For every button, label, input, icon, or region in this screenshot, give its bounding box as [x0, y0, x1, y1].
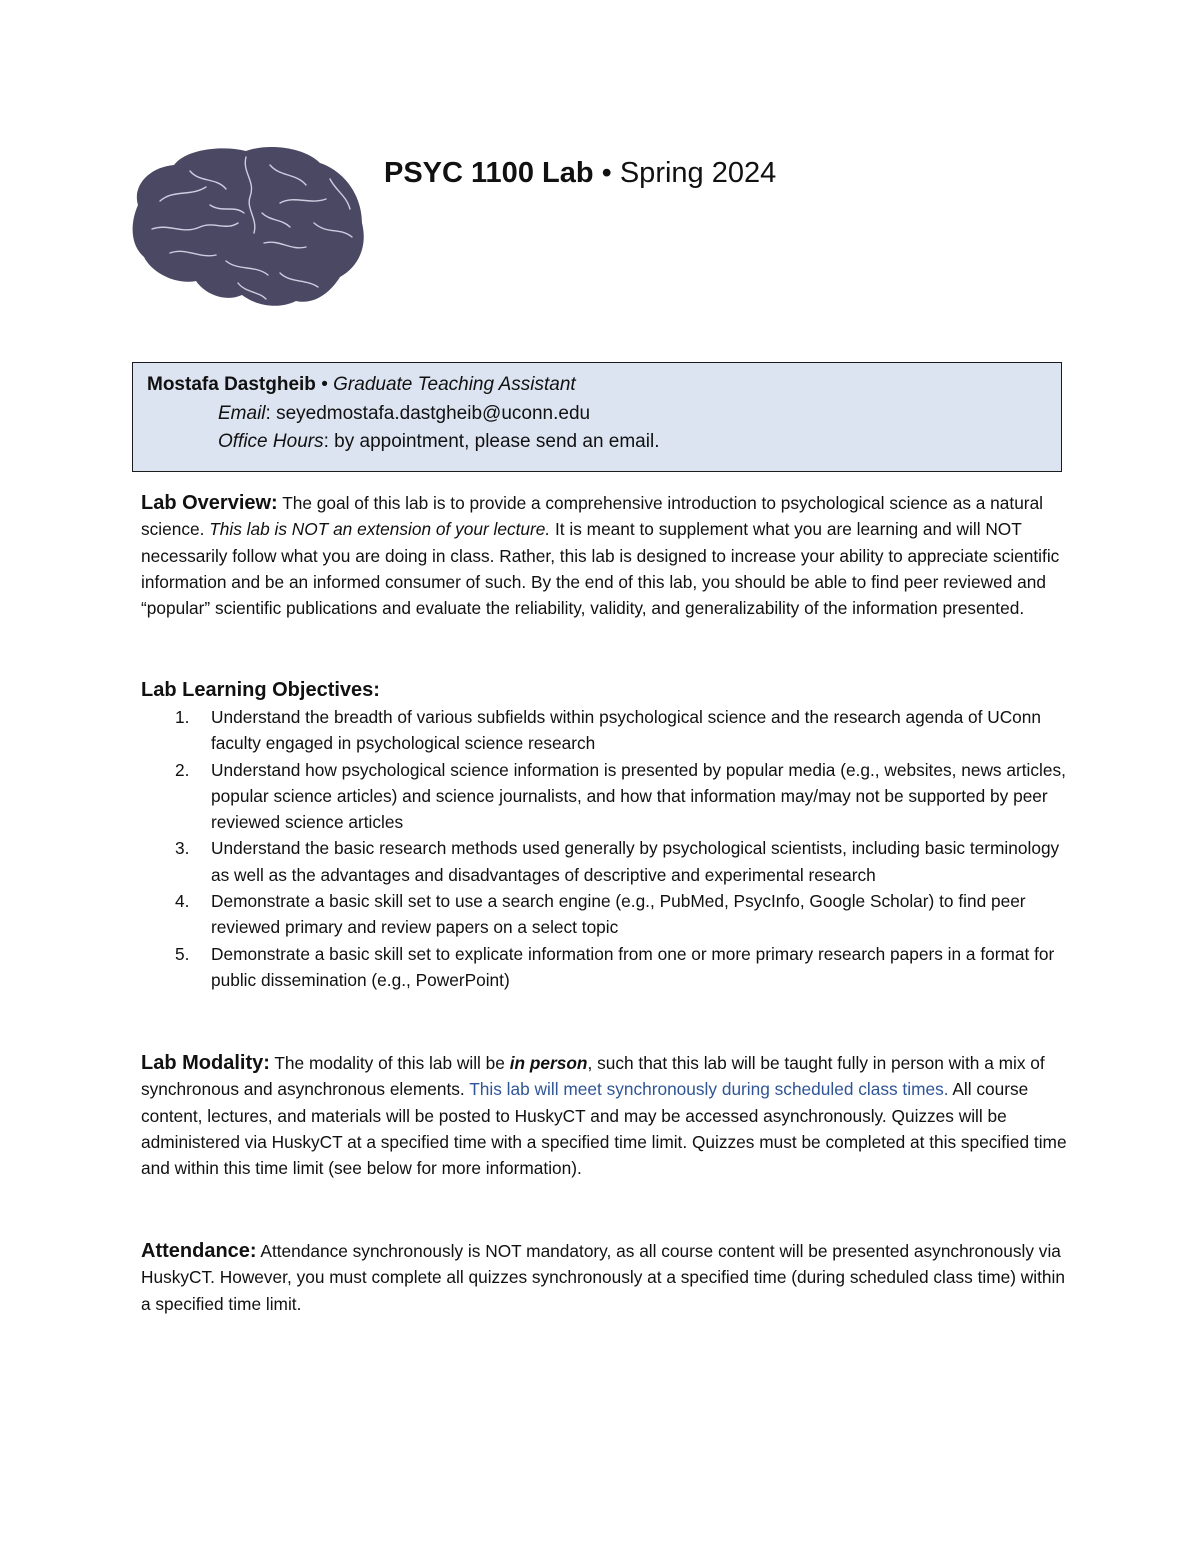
- instructor-line: Mostafa Dastgheib • Graduate Teaching Assistant: [147, 374, 576, 395]
- brain-illustration: [130, 143, 368, 309]
- list-item: 1. Understand the breadth of various subfields within psychological science and the research agenda of UConn faculty engaged in psychological science research: [175, 707, 1042, 754]
- meeting-note: This lab will meet synchronously during scheduled class times.: [469, 1079, 949, 1100]
- list-item: 4. Demonstrate a basic skill set to use a search engine (e.g., PubMed, PsycInfo, Google Scholar) to find peer reviewed primary and review papers on a select topic: [175, 891, 1026, 938]
- instructor-email: Email: seyedmostafa.dastgheib@uconn.edu: [218, 403, 591, 424]
- list-item: 2. Understand how psychological science information is presented by popular media (e.g., websites, news articles, popular science articles) and science journalists, and how that information may/may not be supported by peer reviewed science articles: [175, 759, 1066, 833]
- list-item: 3. Understand the basic research methods used generally by psychological scientists, including basic terminology as well as the advantages and disadvantages of descriptive and experimental research: [175, 838, 1060, 885]
- list-item: 5. Demonstrate a basic skill set to explicate information from one or more primary research papers in a format for public dissemination (e.g., PowerPoint): [175, 943, 1055, 990]
- office-hours: Office Hours: by appointment, please send an email.: [218, 431, 660, 452]
- attendance: Attendance: Attendance synchronously is NOT mandatory, as all course content will be presented asynchronously via HuskyCT. However, you must complete all quizzes synchronously at a specified time (during scheduled class time) within a specified time limit.: [141, 1240, 1065, 1314]
- instructor-name: Mostafa Dastgheib: [147, 374, 316, 395]
- instructor-info-box: [132, 362, 1062, 472]
- lab-overview: Lab Overview: The goal of this lab is to provide a comprehensive introduction to psychological science as a natural science. This lab is NOT an extension of your lecture. It is meant to supplement what you are learning and will NOT necessarily follow what you are doing in class. Rather, this lab is designed to increase your ability to appreciate scientific information and be an informed consumer of such. By the end of this lab, you should be able to find peer reviewed and “popular” scientific publications and evaluate the reliability, validity, and generalizability of the information presented.: [141, 492, 1060, 619]
- objectives-heading: Lab Learning Objectives:: [141, 679, 380, 701]
- lab-modality: Lab Modality: The modality of this lab will be in person, such that this lab will be taught fully in person with a mix of synchronous and asynchronous elements. This lab will meet synchronously during scheduled class times. All course content, lectures, and materials will be posted to HuskyCT and may be accessed asynchronously. Quizzes will be administered via HuskyCT at a specified time with a specified time limit. Quizzes must be completed at this specified time and within this time limit (see below for more information).: [141, 1052, 1067, 1179]
- objectives-list: [141, 704, 1071, 993]
- instructor-role: Graduate Teaching Assistant: [333, 374, 576, 395]
- page-title: PSYC 1100 Lab • Spring 2024: [384, 157, 777, 189]
